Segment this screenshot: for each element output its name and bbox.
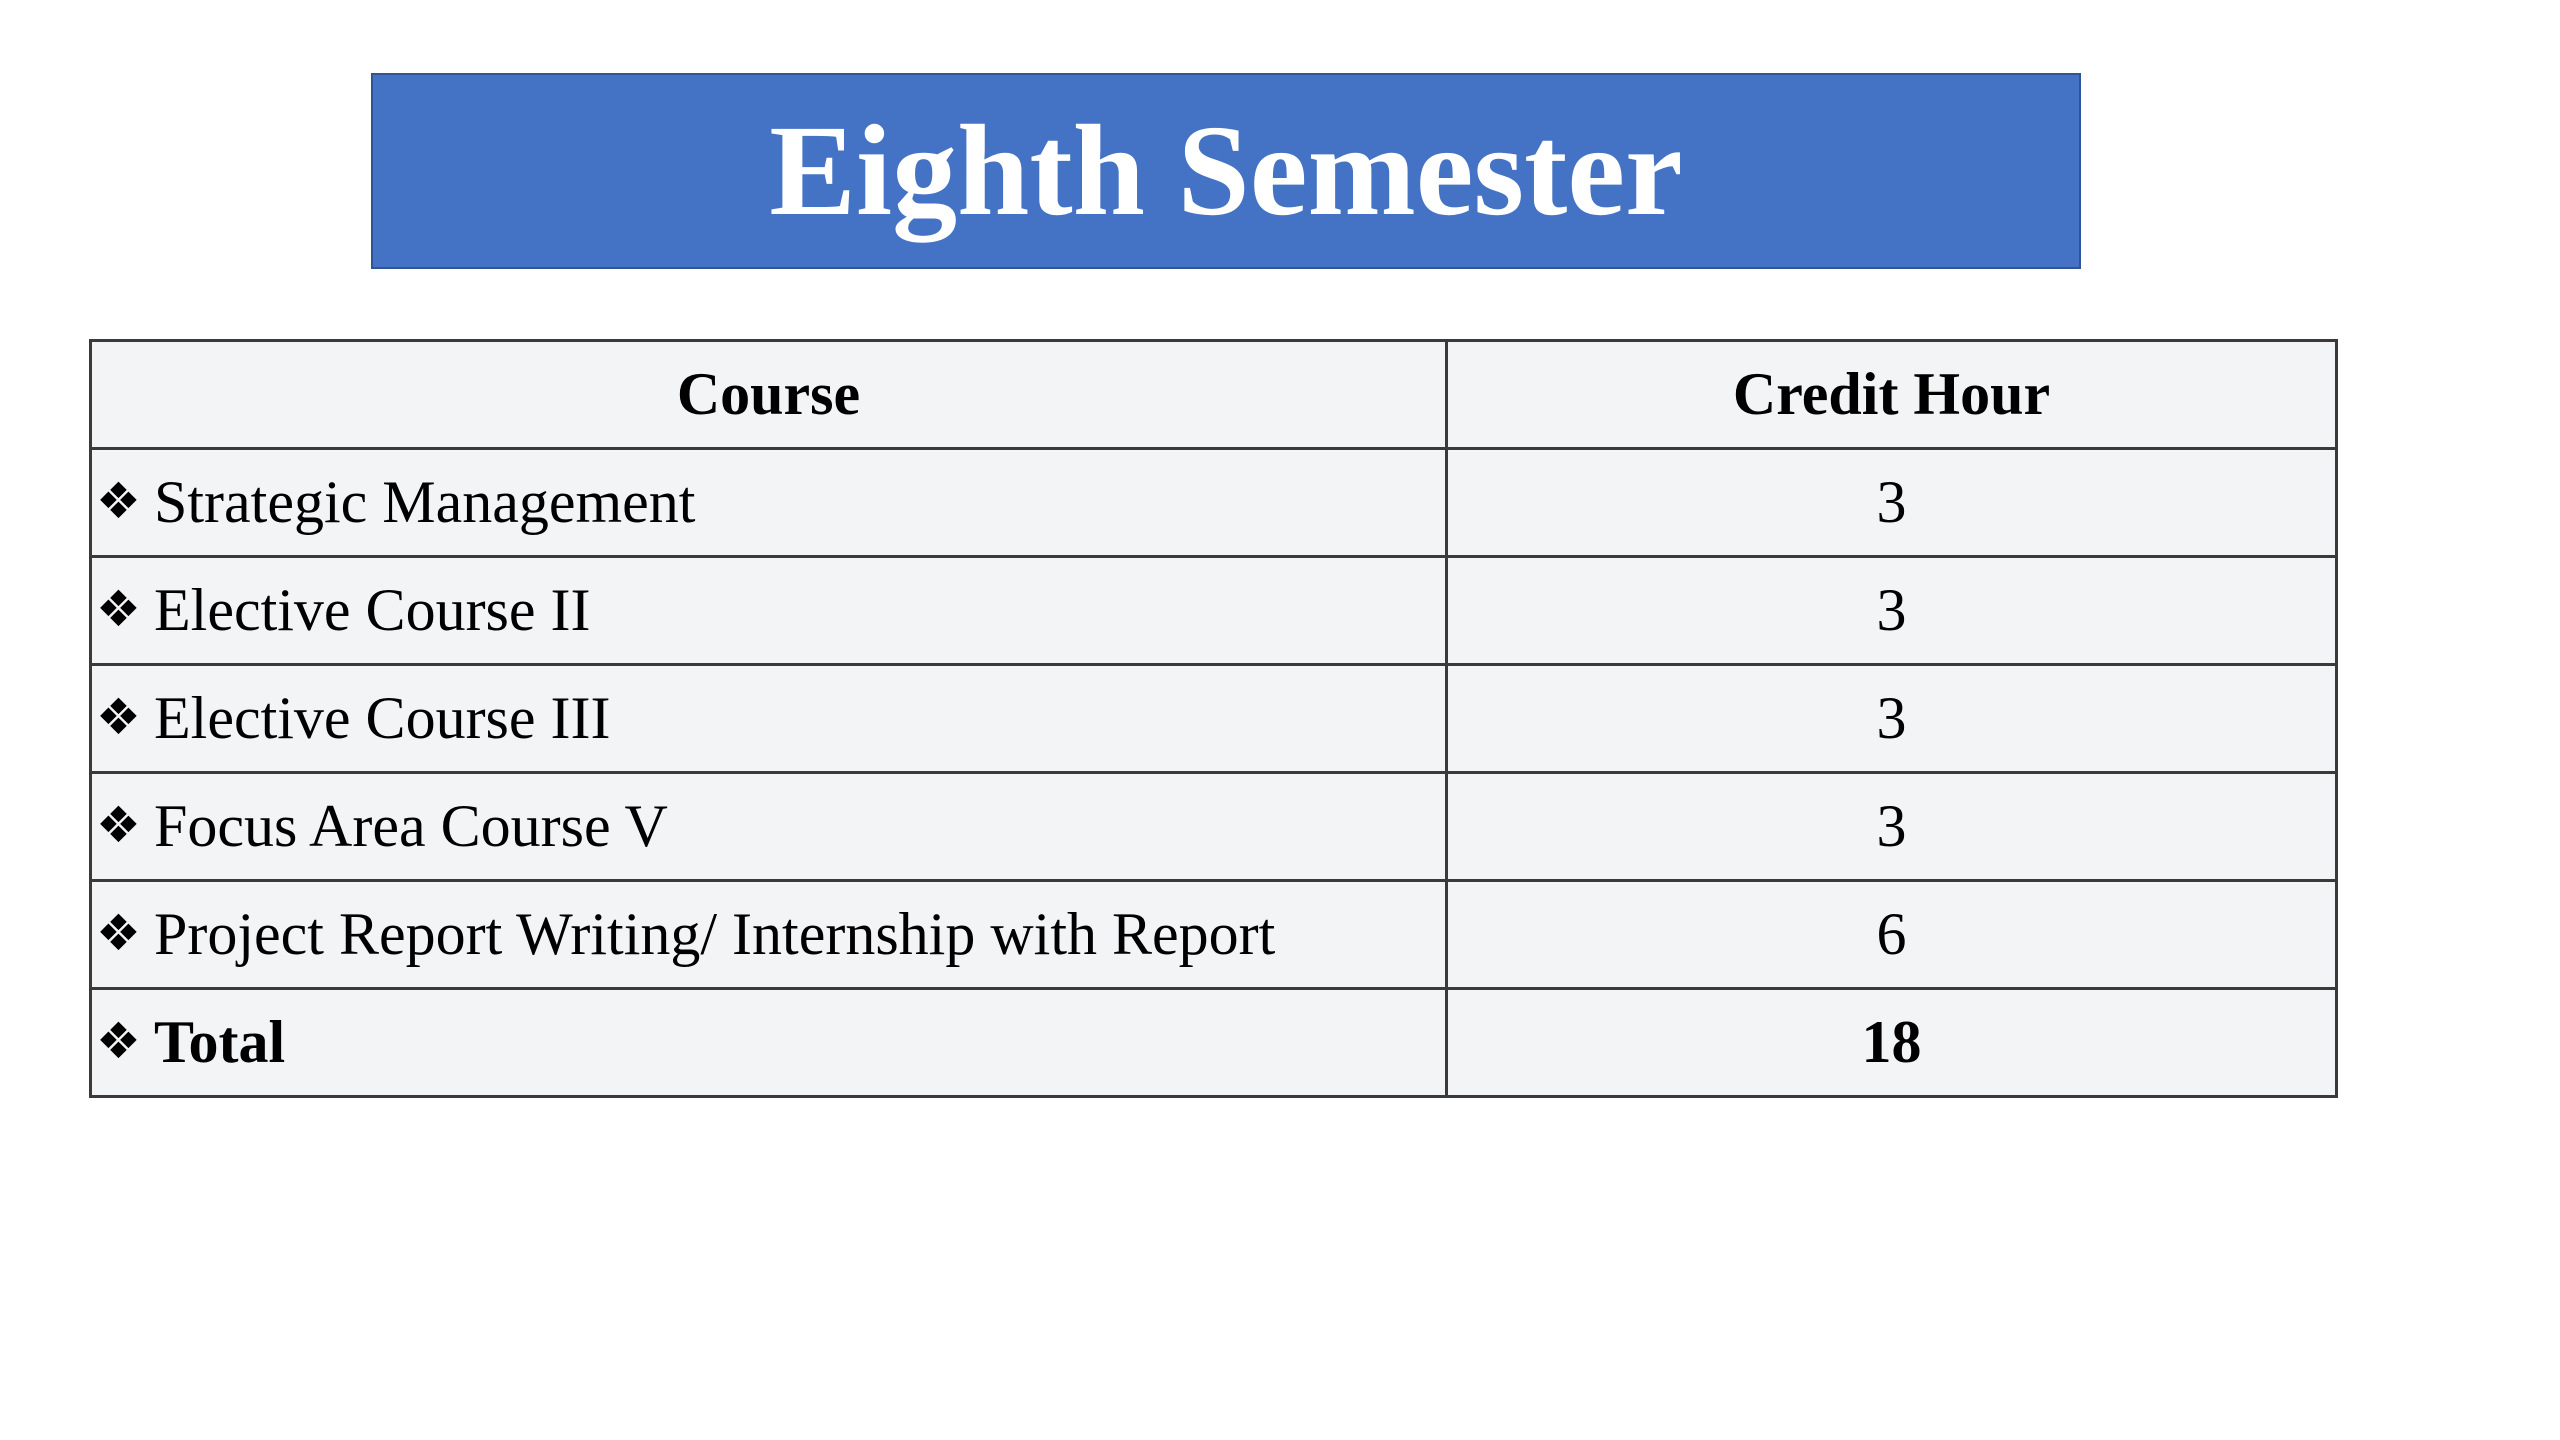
credit-hour-cell: 3 [1447,773,2337,881]
diamond-bullet-icon: ❖ [96,1012,141,1070]
table-row [91,881,2337,989]
slide-title: Eighth Semester [769,99,1683,243]
diamond-bullet-icon: ❖ [96,472,141,530]
course-name-cell [91,665,1447,773]
credit-hour-cell: 3 [1447,557,2337,665]
table-row [91,665,2337,773]
course-name-cell [91,773,1447,881]
table-row [91,773,2337,881]
total-row [91,989,2337,1097]
table-row [91,449,2337,557]
course-name-cell [91,557,1447,665]
course-name: Strategic Management [154,469,696,535]
course-table [89,339,2338,1098]
course-column-header: Course [91,341,1447,449]
title-banner [371,73,2081,269]
course-name: Project Report Writing/ Internship with Report [154,901,1276,967]
diamond-bullet-icon: ❖ [96,580,141,638]
diamond-bullet-icon: ❖ [96,796,141,854]
course-name: Focus Area Course V [154,793,668,859]
course-name: Elective Course II [154,577,591,643]
course-name-cell [91,881,1447,989]
diamond-bullet-icon: ❖ [96,904,141,962]
credit-hour-cell: 3 [1447,665,2337,773]
credit-hour-column-header: Credit Hour [1447,341,2337,449]
total-label-cell [91,989,1447,1097]
diamond-bullet-icon: ❖ [96,688,141,746]
total-credit-cell: 18 [1447,989,2337,1097]
credit-hour-cell: 6 [1447,881,2337,989]
table-header-row [91,341,2337,449]
course-name: Elective Course III [154,685,611,751]
table-row [91,557,2337,665]
credit-hour-cell: 3 [1447,449,2337,557]
total-label: Total [154,1009,286,1075]
course-name-cell [91,449,1447,557]
